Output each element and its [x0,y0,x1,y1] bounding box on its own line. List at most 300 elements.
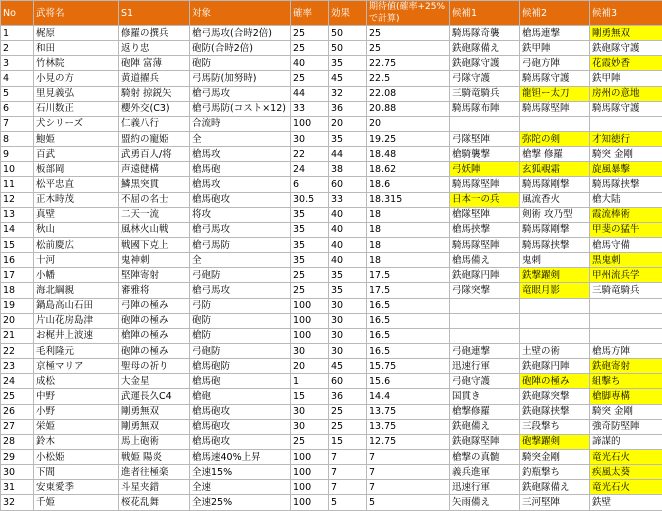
cell-name[interactable]: 松平忠直 [34,177,119,192]
cell-candidate2[interactable]: 風流香火 [520,192,590,207]
cell-candidate1[interactable]: 迅速行軍 [450,359,520,374]
cell-no[interactable]: 21 [1,328,34,343]
cell-candidate3[interactable]: 槍馬守備 [590,237,662,252]
cell-expected[interactable]: 12.75 [367,434,450,449]
cell-s1[interactable]: 鬼神刺 [119,253,190,268]
cell-expected[interactable]: 25 [367,26,450,41]
cell-candidate1[interactable] [450,328,520,343]
cell-candidate1[interactable]: 槍撃の真髄 [450,449,520,464]
cell-no[interactable]: 6 [1,101,34,116]
cell-candidate1[interactable]: 鉄砲隊堅陣 [450,434,520,449]
cell-effect[interactable]: 25 [329,419,367,434]
cell-expected[interactable]: 16.5 [367,313,450,328]
cell-rate[interactable]: 100 [291,313,329,328]
cell-candidate2[interactable]: 三河堅陣 [520,495,590,510]
cell-candidate2[interactable]: 騎馬隊剛撃 [520,177,590,192]
cell-no[interactable]: 23 [1,359,34,374]
cell-s1[interactable]: 戦國下克上 [119,237,190,252]
cell-expected[interactable]: 7 [367,465,450,480]
cell-target[interactable]: 全 [190,131,291,146]
cell-no[interactable]: 7 [1,116,34,131]
cell-candidate2[interactable] [520,116,590,131]
cell-no[interactable]: 5 [1,86,34,101]
cell-effect[interactable]: 40 [329,222,367,237]
cell-candidate1[interactable]: 騎馬隊堅陣 [450,177,520,192]
cell-candidate3[interactable]: 諦謀的 [590,434,662,449]
cell-s1[interactable]: 砲陣の極み [119,343,190,358]
cell-name[interactable]: 小野 [34,404,119,419]
cell-candidate3[interactable]: 鉄壁 [590,495,662,510]
cell-expected[interactable]: 7 [367,449,450,464]
cell-expected[interactable]: 14.4 [367,389,450,404]
cell-target[interactable]: 槍馬砲 [190,162,291,177]
cell-s1[interactable]: 砲陣の極み [119,313,190,328]
cell-name[interactable]: 小幡 [34,268,119,283]
cell-rate[interactable]: 25 [291,26,329,41]
cell-candidate1[interactable]: 槍馬備え [450,253,520,268]
cell-no[interactable]: 11 [1,177,34,192]
cell-rate[interactable]: 30 [291,404,329,419]
col-header-no[interactable]: No [1,1,34,26]
col-header-candidate3[interactable]: 候補3 [590,1,662,26]
cell-rate[interactable]: 25 [291,268,329,283]
cell-candidate1[interactable]: 槍騎襲撃 [450,147,520,162]
cell-candidate2[interactable]: 槍撃 修羅 [520,147,590,162]
cell-rate[interactable]: 35 [291,222,329,237]
cell-name[interactable]: 下間 [34,465,119,480]
cell-candidate2[interactable]: 龍钽ー太刀 [520,86,590,101]
cell-rate[interactable]: 25 [291,434,329,449]
cell-expected[interactable]: 22.5 [367,71,450,86]
col-header-expected[interactable]: 期待値(確率+25%で計算) [367,1,450,26]
cell-candidate1[interactable]: 鉄砲備え [450,419,520,434]
cell-s1[interactable]: 返り忠 [119,41,190,56]
cell-candidate3[interactable]: 黒鬼刺 [590,253,662,268]
cell-target[interactable]: 将攻 [190,207,291,222]
cell-candidate2[interactable]: 騎馬隊守護 [520,71,590,86]
cell-effect[interactable]: 32 [329,86,367,101]
cell-candidate1[interactable]: 弓隊突撃 [450,283,520,298]
cell-name[interactable]: 安東愛季 [34,480,119,495]
cell-candidate3[interactable]: 槍大陆 [590,192,662,207]
cell-name[interactable]: 中野 [34,389,119,404]
cell-candidate1[interactable]: 弓隊守護 [450,71,520,86]
cell-candidate1[interactable]: 槍馬挟撃 [450,222,520,237]
cell-candidate1[interactable]: 義兵進軍 [450,465,520,480]
cell-effect[interactable]: 30 [329,328,367,343]
cell-expected[interactable]: 18.48 [367,147,450,162]
cell-expected[interactable]: 18 [367,237,450,252]
cell-candidate1[interactable]: 矢雨備え [450,495,520,510]
cell-name[interactable]: 梶原 [34,26,119,41]
cell-s1[interactable]: 剛勇無双 [119,404,190,419]
cell-candidate3[interactable]: 三騎竜騎兵 [590,283,662,298]
cell-name[interactable]: 鍋島高山石田 [34,298,119,313]
cell-candidate3[interactable]: 甲州流兵学 [590,268,662,283]
cell-candidate3[interactable]: 騎突 金剛 [590,404,662,419]
cell-s1[interactable]: 盟約の寵姫 [119,131,190,146]
cell-name[interactable]: 成松 [34,374,119,389]
cell-candidate3[interactable] [590,298,662,313]
cell-candidate1[interactable]: 弓砲連撃 [450,343,520,358]
cell-s1[interactable]: 不屈の名士 [119,192,190,207]
cell-no[interactable]: 13 [1,207,34,222]
cell-candidate2[interactable]: 三段撃ち [520,419,590,434]
cell-effect[interactable]: 30 [329,343,367,358]
cell-candidate1[interactable]: 弓隊堅陣 [450,131,520,146]
cell-no[interactable]: 2 [1,41,34,56]
cell-rate[interactable]: 44 [291,86,329,101]
cell-candidate2[interactable]: 竜眼月影 [520,283,590,298]
cell-candidate1[interactable]: 騎馬隊奇襲 [450,26,520,41]
cell-target[interactable]: 槍弓馬攻 [190,283,291,298]
cell-candidate3[interactable]: 騎馬隊挟撃 [590,177,662,192]
cell-target[interactable]: 槍馬攻 [190,177,291,192]
cell-candidate2[interactable]: 土壁の術 [520,343,590,358]
cell-target[interactable]: 弓砲防 [190,268,291,283]
cell-candidate3[interactable] [590,313,662,328]
cell-target[interactable]: 槍馬砲攻 [190,419,291,434]
cell-candidate2[interactable]: 釣瓶撃ち [520,465,590,480]
cell-s1[interactable]: 修羅の撰兵 [119,26,190,41]
cell-rate[interactable]: 35 [291,237,329,252]
cell-target[interactable]: 槍弓馬攻(合時2倍) [190,26,291,41]
cell-effect[interactable]: 7 [329,449,367,464]
cell-no[interactable]: 26 [1,404,34,419]
cell-rate[interactable]: 25 [291,283,329,298]
cell-rate[interactable]: 30 [291,419,329,434]
cell-name[interactable]: 千姫 [34,495,119,510]
cell-target[interactable]: 槍馬砲攻 [190,192,291,207]
cell-effect[interactable]: 35 [329,283,367,298]
cell-name[interactable]: 海北綱親 [34,283,119,298]
cell-candidate3[interactable]: 鉄砲隊守護 [590,41,662,56]
cell-s1[interactable]: 戦姫 陽炎 [119,449,190,464]
cell-effect[interactable]: 44 [329,147,367,162]
cell-candidate1[interactable]: 迅速行軍 [450,480,520,495]
cell-candidate2[interactable]: 弥陀の剣 [520,131,590,146]
cell-rate[interactable]: 100 [291,449,329,464]
cell-s1[interactable]: 槍陣の極み [119,328,190,343]
cell-candidate1[interactable]: 騎馬隊布陣 [450,101,520,116]
cell-effect[interactable]: 45 [329,71,367,86]
cell-expected[interactable]: 17.5 [367,268,450,283]
cell-target[interactable]: 槍馬砲攻 [190,434,291,449]
cell-expected[interactable]: 13.75 [367,419,450,434]
cell-name[interactable]: 毛利隆元 [34,343,119,358]
cell-candidate1[interactable]: 鉄砲隊円陣 [450,268,520,283]
cell-candidate3[interactable]: 旋風暴擊 [590,162,662,177]
cell-name[interactable]: 十河 [34,253,119,268]
cell-rate[interactable]: 24 [291,162,329,177]
cell-rate[interactable]: 30 [291,131,329,146]
cell-target[interactable]: 弓防 [190,298,291,313]
cell-effect[interactable]: 50 [329,41,367,56]
cell-target[interactable]: 槍馬砲攻 [190,404,291,419]
cell-rate[interactable]: 100 [291,298,329,313]
cell-target[interactable]: 砲防(合時2倍) [190,41,291,56]
cell-target[interactable]: 槍馬速40%上昇 [190,449,291,464]
cell-candidate2[interactable]: 玄狐覗霜 [520,162,590,177]
cell-expected[interactable]: 18 [367,222,450,237]
cell-s1[interactable]: 黄道擢兵 [119,71,190,86]
cell-effect[interactable]: 40 [329,237,367,252]
cell-candidate3[interactable]: 組擊ち [590,374,662,389]
cell-candidate2[interactable]: 砲陣の極み [520,374,590,389]
cell-no[interactable]: 29 [1,449,34,464]
cell-target[interactable]: 槍馬砲防 [190,359,291,374]
cell-expected[interactable]: 25 [367,41,450,56]
cell-candidate1[interactable]: 槍撃修羅 [450,404,520,419]
cell-no[interactable]: 18 [1,283,34,298]
col-header-s1[interactable]: S1 [119,1,190,26]
cell-target[interactable]: 槍馬砲 [190,374,291,389]
cell-target[interactable]: 全 [190,253,291,268]
cell-rate[interactable]: 33 [291,101,329,116]
cell-rate[interactable]: 100 [291,116,329,131]
cell-candidate3[interactable]: 槍脚専構 [590,389,662,404]
cell-candidate2[interactable]: 剣術 攻乃型 [520,207,590,222]
cell-name[interactable]: 板部岡 [34,162,119,177]
cell-effect[interactable]: 45 [329,359,367,374]
cell-s1[interactable]: 弓陣の極み [119,298,190,313]
cell-candidate1[interactable]: 弓妖陣 [450,162,520,177]
cell-s1[interactable]: 堅陣寄射 [119,268,190,283]
cell-s1[interactable]: 武運長久C4 [119,389,190,404]
cell-name[interactable]: 片山花房島津 [34,313,119,328]
col-header-rate[interactable]: 確率 [291,1,329,26]
cell-s1[interactable]: 砲陣 富薄 [119,56,190,71]
cell-rate[interactable]: 25 [291,41,329,56]
cell-candidate2[interactable] [520,313,590,328]
cell-candidate2[interactable]: 砲撃躍剣 [520,434,590,449]
cell-name[interactable]: 小見の方 [34,71,119,86]
cell-candidate3[interactable]: 房州の意地 [590,86,662,101]
cell-rate[interactable]: 35 [291,253,329,268]
cell-name[interactable]: 正木時茂 [34,192,119,207]
cell-expected[interactable]: 17.5 [367,283,450,298]
cell-effect[interactable]: 38 [329,162,367,177]
cell-no[interactable]: 10 [1,162,34,177]
cell-target[interactable]: 弓砲防 [190,343,291,358]
cell-candidate3[interactable]: 才知徳行 [590,131,662,146]
cell-rate[interactable]: 40 [291,56,329,71]
cell-rate[interactable]: 100 [291,495,329,510]
cell-candidate1[interactable]: 弓砲守護 [450,374,520,389]
cell-candidate3[interactable] [590,328,662,343]
cell-candidate1[interactable] [450,313,520,328]
cell-expected[interactable]: 15.75 [367,359,450,374]
cell-no[interactable]: 31 [1,480,34,495]
cell-target[interactable]: 砲防 [190,56,291,71]
cell-candidate2[interactable] [520,298,590,313]
cell-expected[interactable]: 20 [367,116,450,131]
cell-s1[interactable]: 二天一流 [119,207,190,222]
cell-rate[interactable]: 30 [291,343,329,358]
cell-candidate1[interactable]: 日本一の兵 [450,192,520,207]
cell-effect[interactable]: 30 [329,313,367,328]
cell-rate[interactable]: 30.5 [291,192,329,207]
cell-effect[interactable]: 25 [329,404,367,419]
cell-no[interactable]: 28 [1,434,34,449]
cell-candidate2[interactable]: 鉄撃躍剣 [520,268,590,283]
cell-no[interactable]: 20 [1,313,34,328]
cell-expected[interactable]: 5 [367,495,450,510]
cell-s1[interactable]: 仁義八行 [119,116,190,131]
cell-target[interactable]: 槍砲 [190,389,291,404]
cell-expected[interactable]: 18.62 [367,162,450,177]
cell-effect[interactable]: 20 [329,116,367,131]
cell-target[interactable]: 槍馬攻 [190,147,291,162]
cell-no[interactable]: 1 [1,26,34,41]
cell-name[interactable]: 和田 [34,41,119,56]
cell-s1[interactable]: 聖母の祈り [119,359,190,374]
cell-candidate3[interactable]: 騎馬隊守護 [590,101,662,116]
cell-no[interactable]: 4 [1,71,34,86]
cell-target[interactable]: 合流時 [190,116,291,131]
cell-rate[interactable]: 100 [291,480,329,495]
cell-candidate3[interactable]: 鉄砲寄射 [590,359,662,374]
cell-target[interactable]: 槍防 [190,328,291,343]
cell-candidate3[interactable]: 甲斐の猛牛 [590,222,662,237]
cell-rate[interactable]: 15 [291,389,329,404]
cell-target[interactable]: 槍弓馬攻 [190,222,291,237]
cell-no[interactable]: 25 [1,389,34,404]
cell-candidate3[interactable]: 竜光石火 [590,480,662,495]
cell-target[interactable]: 弓馬防(加努時) [190,71,291,86]
cell-name[interactable]: 京極マリア [34,359,119,374]
cell-name[interactable]: 竹林院 [34,56,119,71]
cell-name[interactable]: 里見義弘 [34,86,119,101]
cell-s1[interactable]: 武勇百人/将 [119,147,190,162]
col-header-candidate1[interactable]: 候補1 [450,1,520,26]
cell-s1[interactable]: 大金星 [119,374,190,389]
cell-effect[interactable]: 5 [329,495,367,510]
cell-s1[interactable]: 風林火山戦 [119,222,190,237]
cell-candidate2[interactable]: 騎馬隊挟撃 [520,237,590,252]
cell-candidate2[interactable]: 騎馬隊堅陣 [520,101,590,116]
cell-effect[interactable]: 40 [329,207,367,222]
cell-target[interactable]: 全速25% [190,495,291,510]
cell-no[interactable]: 32 [1,495,34,510]
cell-candidate3[interactable] [590,116,662,131]
cell-effect[interactable]: 36 [329,389,367,404]
cell-rate[interactable]: 22 [291,147,329,162]
cell-s1[interactable]: 馬上砲術 [119,434,190,449]
cell-candidate2[interactable]: 鉄甲陣 [520,41,590,56]
cell-no[interactable]: 17 [1,268,34,283]
cell-no[interactable]: 3 [1,56,34,71]
cell-effect[interactable]: 50 [329,26,367,41]
cell-s1[interactable]: 鱗黒突貫 [119,177,190,192]
cell-candidate2[interactable]: 弓砲方陣 [520,56,590,71]
cell-target[interactable]: 槍弓馬防 [190,237,291,252]
cell-candidate3[interactable]: 疾風太葵 [590,465,662,480]
cell-rate[interactable]: 20 [291,359,329,374]
cell-no[interactable]: 24 [1,374,34,389]
cell-rate[interactable]: 25 [291,71,329,86]
cell-rate[interactable]: 6 [291,177,329,192]
cell-effect[interactable]: 60 [329,374,367,389]
cell-expected[interactable]: 15.6 [367,374,450,389]
cell-expected[interactable]: 22.75 [367,56,450,71]
cell-no[interactable]: 22 [1,343,34,358]
cell-rate[interactable]: 35 [291,207,329,222]
col-header-name[interactable]: 武将名 [34,1,119,26]
cell-expected[interactable]: 16.5 [367,298,450,313]
cell-candidate1[interactable]: 鉄砲隊備え [450,41,520,56]
cell-candidate1[interactable]: 国貫き [450,389,520,404]
cell-name[interactable]: 秋山 [34,222,119,237]
cell-effect[interactable]: 7 [329,480,367,495]
cell-s1[interactable]: 騎射 掠鋭矢 [119,86,190,101]
cell-candidate3[interactable]: 竜光石火 [590,449,662,464]
cell-name[interactable]: 百武 [34,147,119,162]
cell-effect[interactable]: 35 [329,268,367,283]
cell-effect[interactable]: 36 [329,101,367,116]
cell-name[interactable]: 犬シリーズ [34,116,119,131]
cell-s1[interactable]: 声遠健構 [119,162,190,177]
cell-candidate1[interactable]: 鉄砲隊守護 [450,56,520,71]
cell-candidate2[interactable]: 鉄砲隊円陣 [520,359,590,374]
cell-candidate3[interactable]: 霞流棒術 [590,207,662,222]
col-header-effect[interactable]: 効果 [329,1,367,26]
cell-expected[interactable]: 20.88 [367,101,450,116]
cell-effect[interactable]: 60 [329,177,367,192]
cell-effect[interactable]: 15 [329,434,367,449]
cell-name[interactable]: 小松姫 [34,449,119,464]
cell-candidate2[interactable]: 騎馬隊剛撃 [520,222,590,237]
cell-expected[interactable]: 13.75 [367,404,450,419]
cell-effect[interactable]: 40 [329,253,367,268]
cell-candidate2[interactable]: 鬼刺 [520,253,590,268]
cell-effect[interactable]: 33 [329,192,367,207]
cell-candidate1[interactable]: 騎馬隊堅陣 [450,237,520,252]
cell-no[interactable]: 12 [1,192,34,207]
cell-name[interactable]: 松前慶広 [34,237,119,252]
cell-no[interactable]: 9 [1,147,34,162]
cell-target[interactable]: 全速15% [190,465,291,480]
cell-target[interactable]: 全速 [190,480,291,495]
cell-no[interactable]: 30 [1,465,34,480]
cell-expected[interactable]: 18.315 [367,192,450,207]
cell-candidate3[interactable]: 花霞妙香 [590,56,662,71]
cell-s1[interactable]: 審雅将 [119,283,190,298]
cell-no[interactable]: 16 [1,253,34,268]
cell-candidate2[interactable]: 槍馬連撃 [520,26,590,41]
col-header-target[interactable]: 対象 [190,1,291,26]
cell-target[interactable]: 槍弓馬攻 [190,86,291,101]
cell-candidate3[interactable]: 強奇防堅陣 [590,419,662,434]
cell-name[interactable]: お梶井上波速 [34,328,119,343]
cell-candidate2[interactable]: 鉄砲隊備え [520,480,590,495]
cell-s1[interactable]: 剛勇無双 [119,419,190,434]
cell-expected[interactable]: 16.5 [367,328,450,343]
col-header-candidate2[interactable]: 候補2 [520,1,590,26]
cell-no[interactable]: 14 [1,222,34,237]
cell-target[interactable]: 槍弓馬防(コスト×12) [190,101,291,116]
cell-name[interactable]: 石川数正 [34,101,119,116]
cell-no[interactable]: 27 [1,419,34,434]
cell-candidate1[interactable]: 三騎竜騎兵 [450,86,520,101]
cell-no[interactable]: 15 [1,237,34,252]
cell-candidate3[interactable]: 騎突 金剛 [590,147,662,162]
cell-no[interactable]: 8 [1,131,34,146]
cell-expected[interactable]: 18 [367,207,450,222]
cell-rate[interactable]: 100 [291,465,329,480]
cell-candidate3[interactable]: 鉄甲陣 [590,71,662,86]
cell-name[interactable]: 栄姫 [34,419,119,434]
